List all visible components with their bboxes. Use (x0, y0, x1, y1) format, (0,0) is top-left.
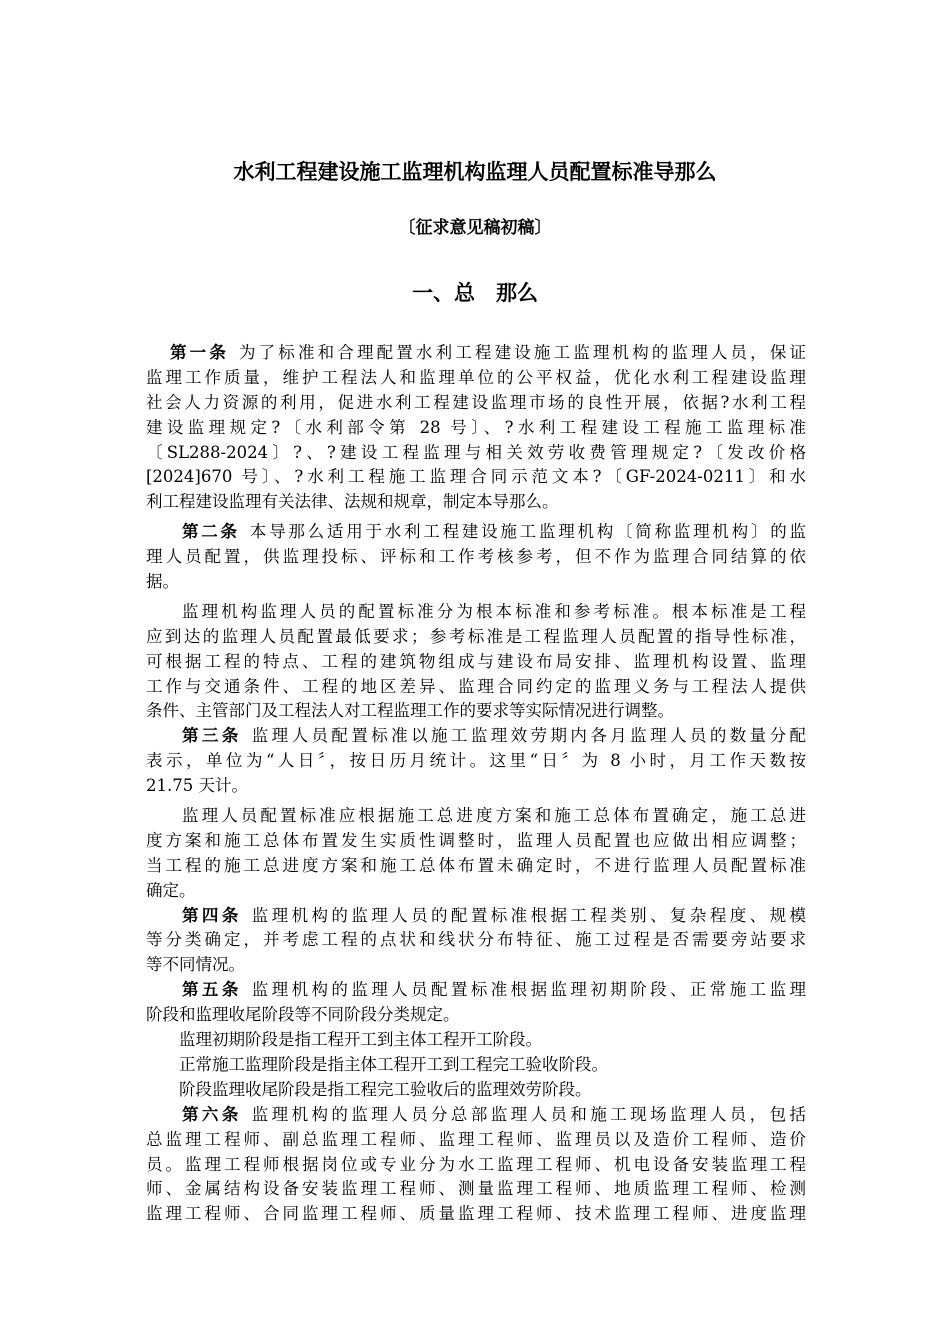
text-line: 等分类确定，并考虑工程的点状和线状分布特征、施工过程是否需要旁站要求 (146, 930, 806, 950)
article-label: 第一条 (170, 343, 229, 362)
text-line: 工作与交通条件、工程的地区差异、监理合同约定的监理义务与工程法人提供 (146, 676, 806, 696)
document-subtitle: 〔征求意见稿初稿〕 (398, 218, 552, 238)
text-line: 第六条 监理机构的监理人员分总部监理人员和施工现场监理人员，包括 (182, 1104, 806, 1124)
text-line: 阶段和监理收尾阶段等不同阶段分类规定。 (146, 1005, 460, 1025)
article-label: 第二条 (182, 522, 240, 542)
text-line: 师、金属结构设备安装监理工程师、测量监理工程师、地质监理工程师、检测 (146, 1179, 806, 1199)
text-line: 当工程的施工总进度方案和施工总体布置未确定时，不进行监理人员配置标准 (146, 855, 806, 875)
document-body (146, 341, 806, 1227)
text-line: 表示，单位为“人日〞，按日历月统计。这里“日〞为 8 小时，月工作天数按 (146, 751, 806, 771)
text-line: 监理人员配置标准应根据施工总进度方案和施工总体布置确定，施工总进 (182, 806, 806, 826)
text-line: 正常施工监理阶段是指主体工程开工到工程完工验收阶段。 (179, 1054, 608, 1074)
text-line: 监理工作质量，维护工程法人和监理单位的公平权益，优化水利工程建设监理 (146, 367, 806, 387)
text-line: 监理工程师、合同监理工程师、质量监理工程师、技术监理工程师、进度监理 (146, 1204, 806, 1224)
text-line: 监理机构监理人员的配置标准分为根本标准和参考标准。根本标准是工程 (182, 601, 806, 621)
text-line: 应到达的监理人员配置最低要求；参考标准是工程监理人员配置的指导性标准， (146, 626, 806, 646)
text-line: 建设监理规定?〔水利部令第 28 号〕、?水利工程建设工程施工监理标准 (146, 417, 806, 437)
text-line: 第四条 监理机构的监理人员的配置标准根据工程类别、复杂程度、规模 (182, 905, 806, 925)
article-label: 第四条 (182, 905, 242, 925)
text-line: 第五条 监理机构的监理人员配置标准根据监理初期阶段、正常施工监理 (182, 980, 806, 1000)
chapter-heading: 一、总 那么 (412, 281, 538, 305)
text-line: 据。 (146, 572, 179, 592)
text-line: 确定。 (146, 880, 196, 900)
text-line: 21.75 天计。 (146, 776, 248, 796)
text-line: 条件、主管部门及工程法人对工程监理工作的要求等实际情况进行调整。 (146, 701, 674, 721)
article-label: 第五条 (182, 980, 242, 1000)
text-line: 员。监理工程师根据岗位或专业分为水工监理工程师、机电设备安装监理工程 (146, 1154, 806, 1174)
text-line: 第三条 监理人员配置标准以施工监理效劳期内各月监理人员的数量分配 (182, 726, 806, 746)
text-line: 社会人力资源的利用，促进水利工程建设监理市场的良性开展，依据?水利工程 (146, 392, 806, 412)
article-label: 第六条 (182, 1104, 242, 1124)
text-line: 总监理工程师、副总监理工程师、监理工程师、监理员以及造价工程师、造价 (146, 1129, 806, 1149)
text-line: 理人员配置，供监理投标、评标和工作考核参考，但不作为监理合同结算的依 (146, 547, 806, 567)
text-line: 度方案和施工总体布置发生实质性调整时，监理人员配置也应做出相应调整； (146, 830, 806, 850)
text-line: 可根据工程的特点、工程的建筑物组成与建设布局安排、监理机构设置、监理 (146, 651, 806, 671)
article-label: 第三条 (182, 726, 242, 746)
text-line: 〔SL288-2024〕?、?建设工程监理与相关效劳收费管理规定?〔发改价格 (146, 442, 806, 462)
text-line: 阶段监理收尾阶段是指工程完工验收后的监理效劳阶段。 (179, 1079, 592, 1099)
text-line: 等不同情况。 (146, 955, 245, 975)
text-line: 第二条 本导那么适用于水利工程建设施工监理机构〔简称监理机构〕的监 (182, 522, 807, 542)
text-line: 利工程建设监理有关法律、法规和规章，制定本导那么。 (146, 492, 559, 512)
text-line: 监理初期阶段是指工程开工到主体工程开工阶段。 (179, 1030, 542, 1050)
text-line: 第一条 为了标准和合理配置水利工程建设施工监理机构的监理人员，保证 (170, 343, 807, 362)
document-title: 水利工程建设施工监理机构监理人员配置标准导那么 (233, 160, 717, 184)
text-line: [2024]670 号〕、?水利工程施工监理合同示范文本?〔GF-2024-0211〕和水 (146, 467, 806, 487)
